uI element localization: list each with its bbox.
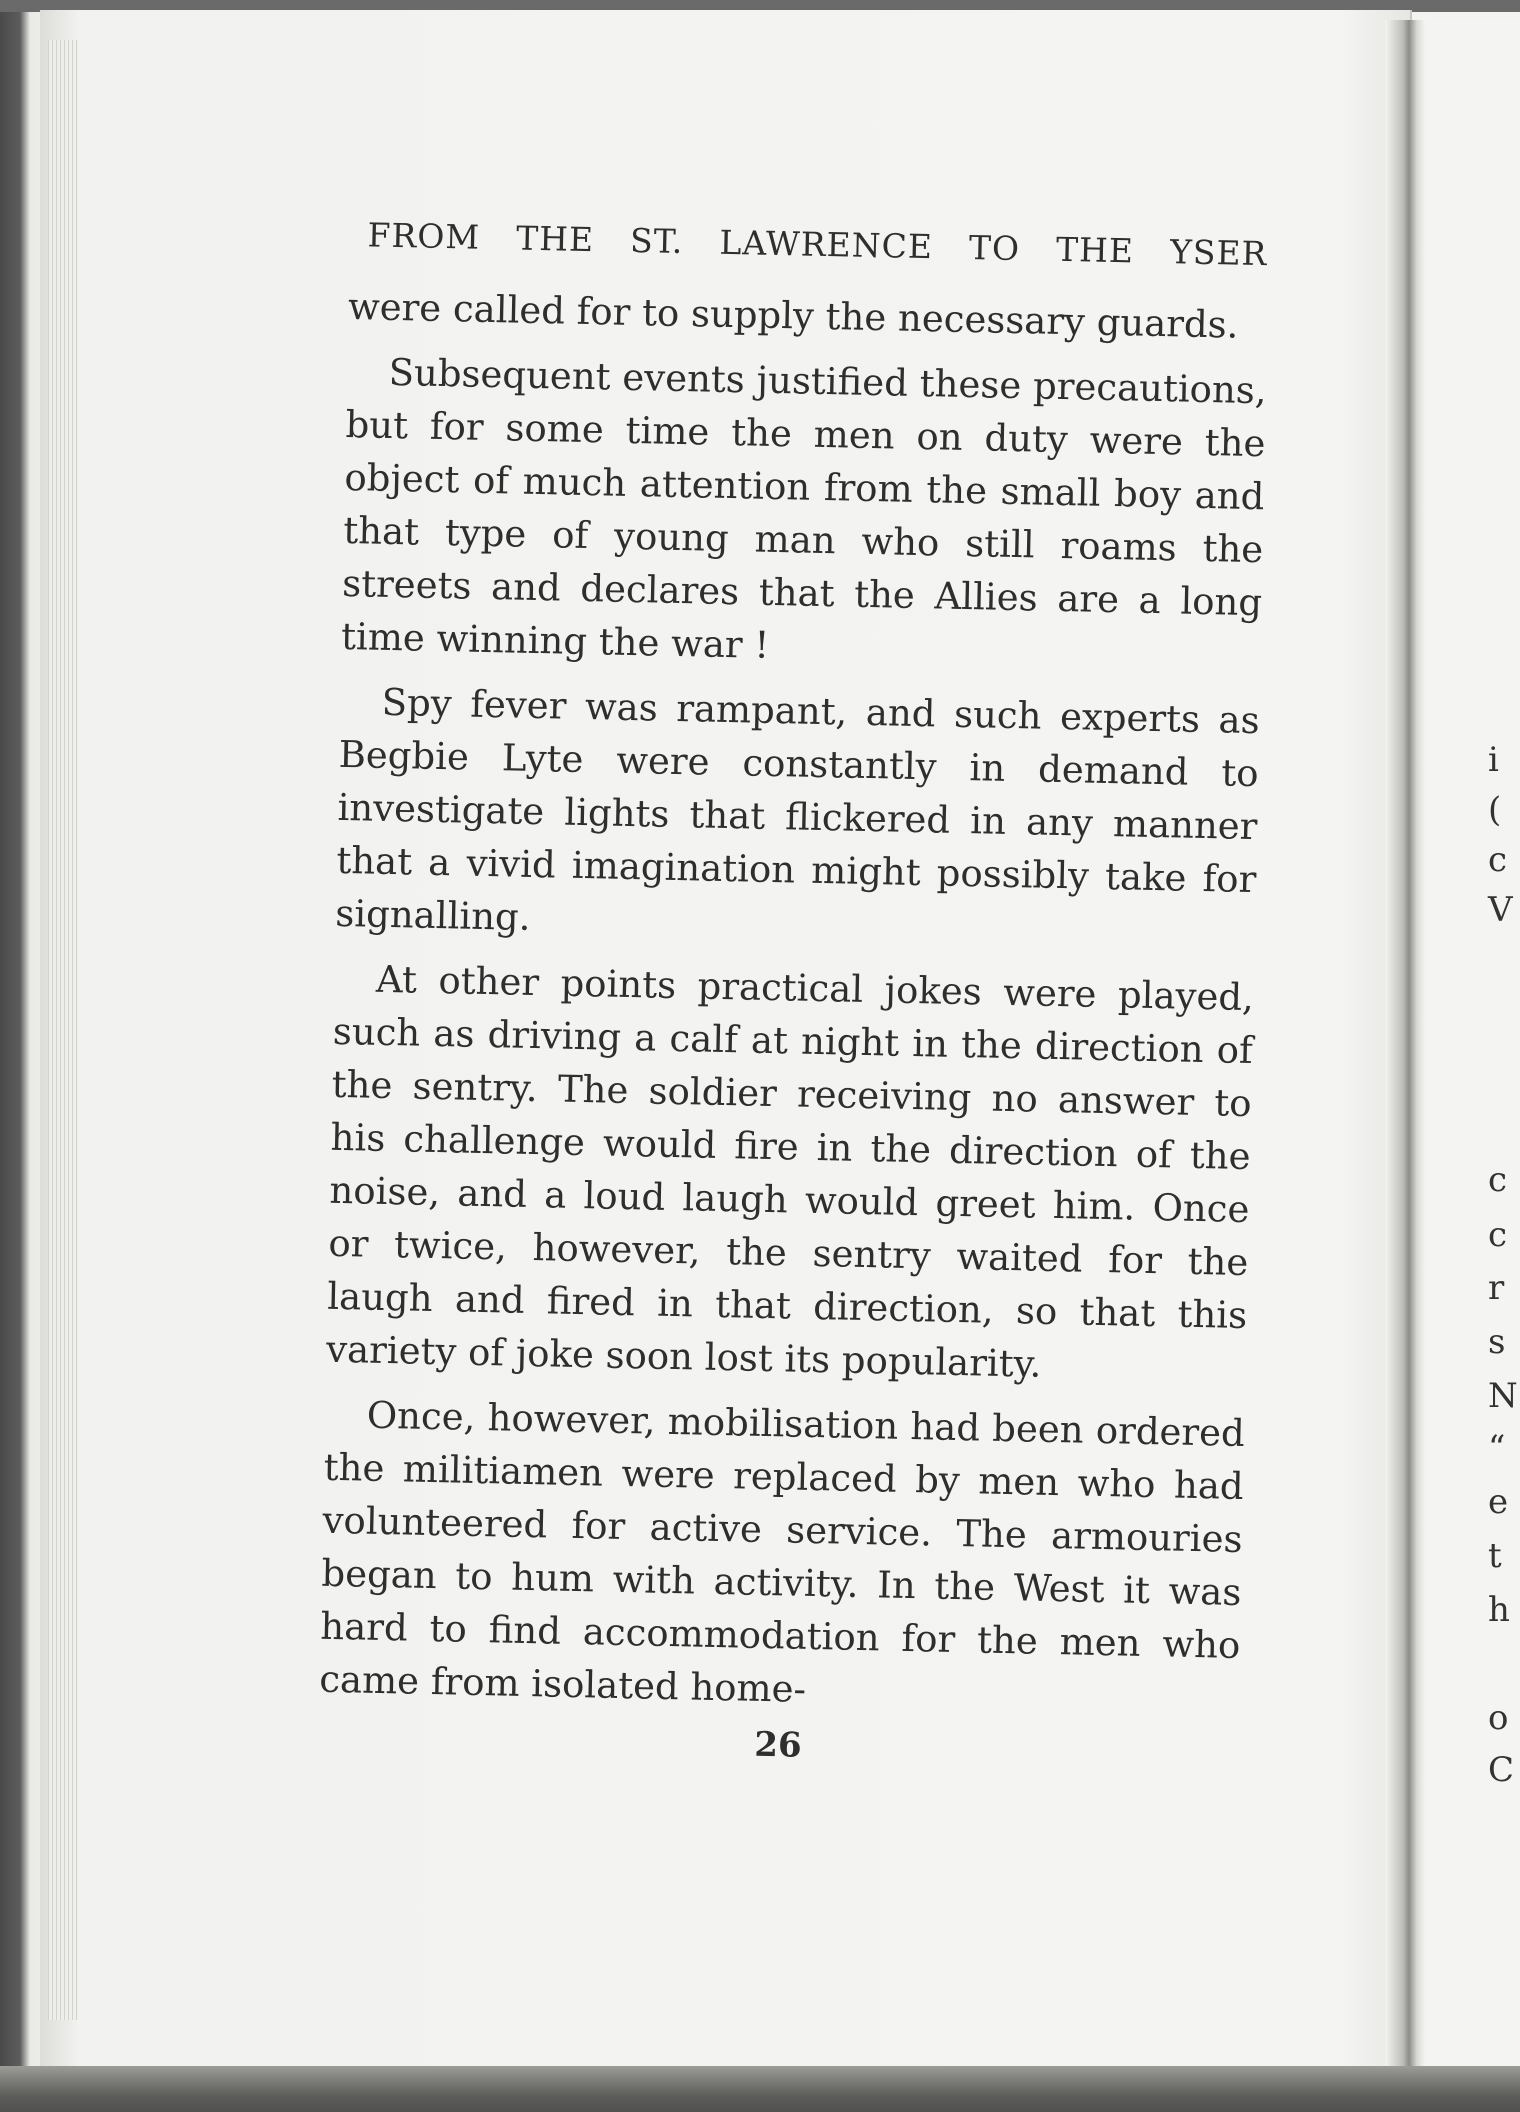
facing-page-fragment: ( [1488,790,1502,830]
paragraph: Spy fever was rampant, and such experts as Begbie Lyte were constantly in demand to investigate lights that flickered in any manner that a vivid imagination might possibly take for signalling. [334,680,1261,939]
facing-page-fragment: h [1488,1590,1510,1630]
running-head: FROM THE ST. LAWRENCE TO THE YSER [367,215,1268,274]
facing-page-fragment: c [1488,1160,1508,1200]
facing-page-fragment: C [1488,1750,1515,1790]
facing-page-fragment: e [1488,1482,1509,1522]
book-gutter [1385,20,1425,2080]
page-number: 26 [753,1724,803,1766]
facing-page-fragment: r [1488,1268,1505,1308]
facing-page-fragment: “ [1488,1428,1506,1468]
facing-page-text-fragments [1488,740,1520,1940]
stacked-page-edges [48,40,78,2020]
facing-page-fragment: c [1488,840,1508,880]
facing-page-fragment: i [1488,740,1499,780]
facing-page-fragment: t [1488,1536,1502,1576]
facing-page-fragment: o [1488,1698,1509,1738]
facing-page-fragment: c [1488,1215,1508,1255]
paragraph: were called for to supply the necessary guards. [347,284,1239,347]
scanner-edge-bottom [0,2066,1520,2112]
facing-page-fragment: N [1488,1376,1518,1416]
paragraph: Subsequent events justified these precautions, but for some time the men on duty were the object of much attention from the small boy and that type of young man who still roams the streets and declares that the Allies are a long time winning the war ! [340,350,1267,667]
paragraph: At other points practical jokes were played, such as driving a calf at night in the direction of the sentry. The soldier receiving no answer to his challenge would fire in the direction of the noise, and a loud laugh would greet him. Once or twice, however, the sentry waited for the laugh and fired in that direction, so that this variety of joke soon lost its popularity. [325,957,1255,1386]
facing-page-fragment: s [1488,1322,1506,1362]
paragraph: Once, however, mobilisation had been ordered the militiamen were replaced by men who had volunteered for active service. The armouries began to hum with activity. In the West it was hard to find accommodation for the men who came from isolated home- [318,1393,1246,1711]
facing-page-fragment: V [1488,890,1513,930]
page-text-block [316,215,1269,1834]
